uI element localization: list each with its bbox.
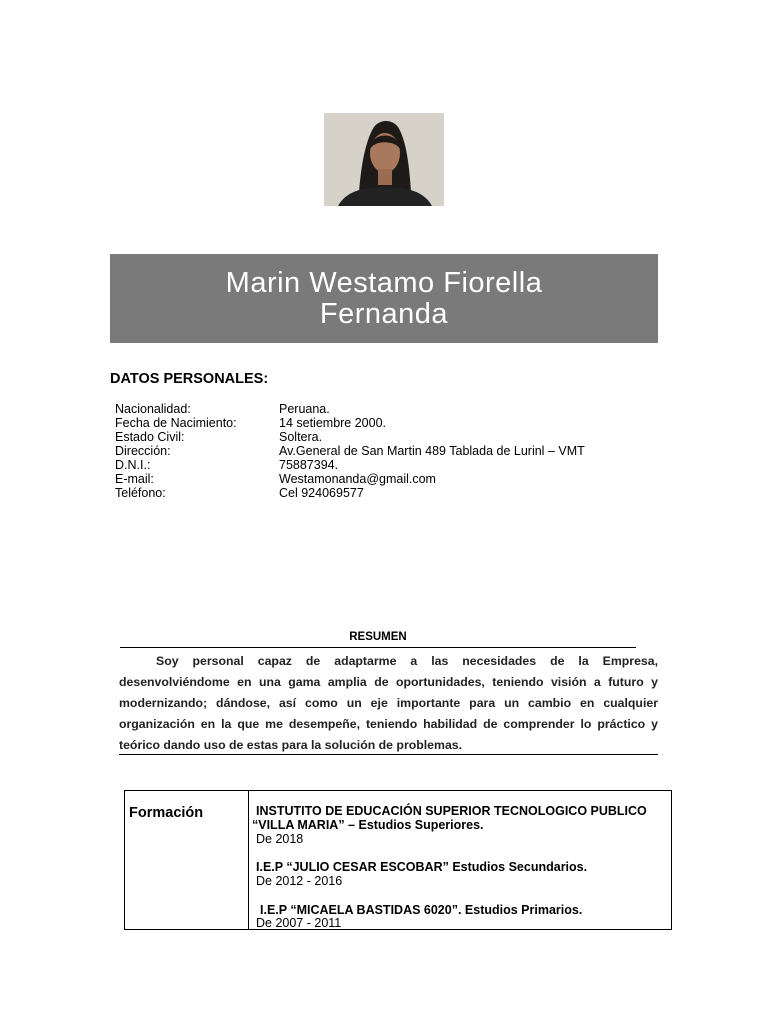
datos-personales-title: DATOS PERSONALES: [110,371,269,387]
name-line-2: Fernanda [319,297,449,330]
edu-1-dates: De 2018 [256,832,304,846]
name-banner [110,254,658,343]
value-direccion: Av.General de San Martin 489 Tablada de Lurinl – VMT [279,444,585,458]
name-line-1: Marin Westamo Fiorella [225,266,543,299]
label-fecha-nacimiento: Fecha de Nacimiento: [115,416,237,430]
value-telefono: Cel 924069577 [279,486,364,500]
value-fecha-nacimiento: 14 setiembre 2000. [279,416,387,430]
value-email: Westamonanda@gmail.com [279,472,436,486]
value-nacionalidad: Peruana. [279,402,330,416]
formacion-divider [248,791,249,929]
formacion-table [124,790,672,930]
label-direccion: Dirección: [115,444,171,458]
edu-2-dates: De 2012 - 2016 [256,874,343,888]
label-estado-civil: Estado Civil: [115,430,185,444]
resumen-title: RESUMEN [349,631,407,643]
label-telefono: Teléfono: [115,486,166,500]
edu-3-line1: I.E.P “MICAELA BASTIDAS 6020”. Estudios Primarios. [260,903,583,917]
edu-1-line2: “VILLA MARIA” – Estudios Superiores. [252,818,484,832]
label-nacionalidad: Nacionalidad: [115,402,191,416]
value-estado-civil: Soltera. [279,430,323,444]
resumen-bottom-rule [119,754,658,755]
edu-1-line1: INSTUTITO DE EDUCACIÓN SUPERIOR TECNOLOGICO PUBLICO [256,804,647,818]
label-dni: D.N.I.: [115,458,151,472]
edu-3-dates: De 2007 - 2011 [256,916,342,930]
resumen-text: Soy personal capaz de adaptarme a las necesidades de la Empresa, desenvolviéndome en una gama amplia de oportunidades, teniendo visión a futuro y modernizando; dándose, así como un eje importante para un cambio en cualquier organización en la que me desempeñe, teniendo habilidad de comprender lo práctico y teórico dando uso de estas para la solución de problemas. [119,654,658,752]
label-email: E-mail: [115,472,154,486]
value-dni: 75887394. [279,458,339,472]
profile-photo [324,113,444,206]
formacion-label: Formación [129,805,204,821]
resumen-top-rule [120,647,636,648]
edu-2-line1: I.E.P “JULIO CESAR ESCOBAR” Estudios Secundarios. [256,860,588,874]
